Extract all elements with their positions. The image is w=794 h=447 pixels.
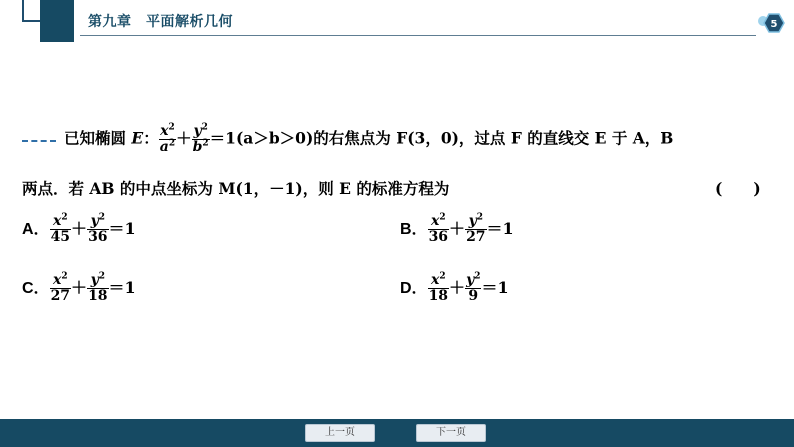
frac-den: 36 [88,229,108,245]
condition: ＝1(a＞b＞0) [209,128,314,148]
exponent: 2 [201,122,208,133]
prev-page-button[interactable]: 上一页 [305,424,375,442]
option-fraction-2 [465,273,481,304]
chapter-title: 第九章 平面解析几何 [88,14,233,30]
option-label: D． [400,280,428,297]
equals-one: ＝1 [486,219,514,238]
option-fraction-1 [428,214,449,245]
frac-num: x [430,213,440,229]
next-page-button[interactable]: 下一页 [416,424,486,442]
question-line-2 [22,179,449,199]
exponent: 2 [439,271,446,282]
option-fraction-2 [87,214,108,245]
equals-one: ＝1 [481,278,509,297]
option-fraction-2 [87,273,108,304]
frac-den: b [192,139,203,155]
plus-sign: ＋ [176,128,192,148]
frac-num: x [160,123,169,139]
frac-num: y [90,272,99,288]
question-line-1 [22,124,673,155]
exponent: 2 [98,271,105,282]
frac-num: x [430,272,440,288]
option-d[interactable] [400,273,509,304]
option-label: B． [400,221,428,238]
frac-den: 27 [466,229,486,245]
exponent: 2 [476,212,483,223]
frac-den: 18 [88,288,108,304]
option-fraction-1 [50,273,71,304]
header-decoration-block [40,0,74,42]
option-fraction-1 [428,273,449,304]
plus-sign: ＋ [449,219,466,238]
frac-num: x [52,272,62,288]
answer-parentheses: ( ) [715,179,761,198]
question-text-suffix: 的右焦点为 F(3，0)，过点 F 的直线交 E 于 A，B [313,128,674,148]
option-label: C． [22,280,50,297]
frac-num: y [466,272,475,288]
frac-den: 9 [468,288,479,304]
equals-one: ＝1 [108,278,136,297]
frac-num: y [90,213,99,229]
option-fraction-2 [465,214,486,245]
exponent: 2 [168,122,175,133]
option-b[interactable] [400,214,514,245]
frac-num: y [468,213,477,229]
footer-bar [0,419,794,447]
frac-den: 45 [50,229,71,245]
plus-sign: ＋ [71,278,88,297]
question-text-line2: 两点．若 AB 的中点坐标为 M(1，－1)，则 E 的标准方程为 [22,179,450,198]
fraction-x-over-a [159,124,176,155]
colon: ： [143,128,159,148]
option-c[interactable] [22,273,136,304]
equals-one: ＝1 [108,219,136,238]
exponent: 2 [202,138,209,149]
exponent: 2 [168,138,176,149]
fraction-y-over-b [192,124,210,155]
question-text: 已知椭圆 [64,128,132,148]
frac-den: 18 [428,288,449,304]
plus-sign: ＋ [71,219,88,238]
plus-sign: ＋ [449,278,466,297]
page-number: 5 [770,19,778,30]
exponent: 2 [61,271,68,282]
exponent: 2 [439,212,446,223]
option-label: A． [22,221,50,238]
frac-den: 36 [428,229,449,245]
frac-num: x [52,213,62,229]
exponent: 2 [61,212,68,223]
option-a[interactable] [22,214,136,245]
frac-den: a [159,139,169,155]
page-number-badge [752,8,786,42]
frac-den: 27 [50,288,71,304]
header-rule [80,35,756,36]
exponent: 2 [98,212,105,223]
exponent: 2 [474,271,481,282]
option-fraction-1 [50,214,71,245]
answer-blank [22,137,56,142]
frac-num: y [193,123,202,139]
ellipse-name: E [131,128,144,148]
